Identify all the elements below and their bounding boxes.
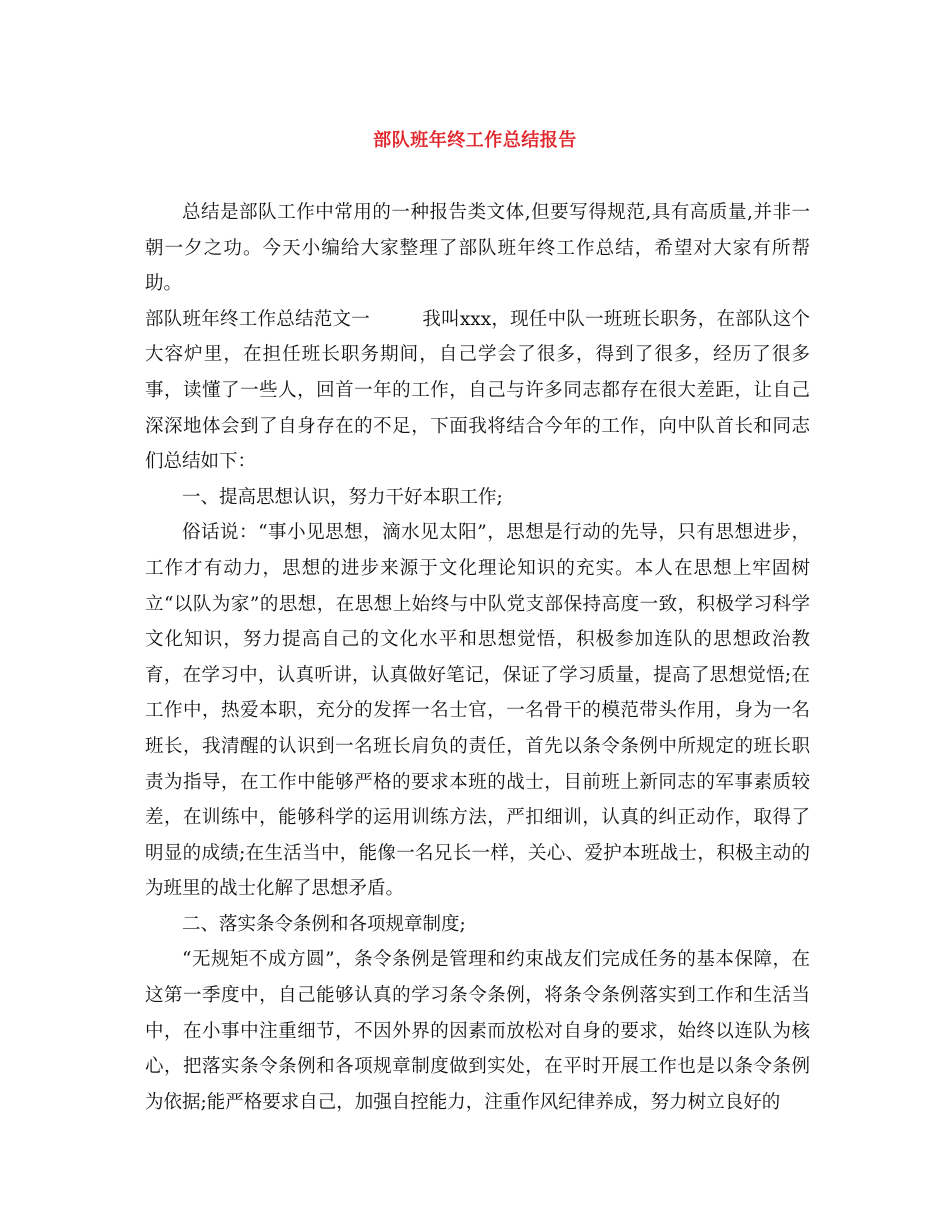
sample-heading: 部队班年终工作总结范文一 (145, 308, 371, 330)
document-title: 部队班年终工作总结报告 (373, 130, 577, 151)
section-paragraph-2: “无规矩不成方圆”，条令条例是管理和约束战友们完成任务的基本保障，在这第一季度中，自己能够认真的学习条令条例，将条令条例落实到工作和生活当中，在小事中注重细节，不因外界的因素而放松对自身的要求，始终以连队为核心，把落实条令条例和各项规章制度做到实处，在平时开展工作也是以条令条例为依据;能严格要求自己，加强自控能力，注重作风纪律养成，努力树立良好的 (145, 949, 810, 1113)
intro-paragraph (145, 195, 810, 302)
sample-heading-paragraph (145, 302, 810, 480)
section-paragraph-1: 俗话说：“事小见思想，滴水见太阳”，思想是行动的先导，只有思想进步，工作才有动力，思想的进步来源于文化理论知识的充实。本人在思想上牢固树立“以队为家”的思想，在思想上始终与中队党支部保持高度一致，积极学习科学文化知识，努力提高自己的文化水平和思想觉悟，积极参加连队的思想政治教育，在学习中，认真听讲，认真做好笔记，保证了学习质量，提高了思想觉悟;在工作中，热爱本职，充分的发挥一名士官，一名骨干的模范带头作用，身为一名班长，我清醒的认识到一名班长肩负的责任，首先以条令条例中所规定的班长职责为指导，在工作中能够严格的要求本班的战士，目前班上新同志的军事素质较差，在训练中，能够科学的运用训练方法，严扣细训，认真的纠正动作，取得了明显的成绩;在生活当中，能像一名兄长一样，关心、爱护本班战士，积极主动的为班里的战士化解了思想矛盾。 (145, 522, 810, 900)
section-heading-2: 二、落实条令条例和各项规章制度; (182, 913, 466, 935)
section-heading-1: 一、提高思想认识，努力干好本职工作; (182, 486, 503, 508)
self-intro-text: 我叫xxx，现任中队一班班长职务，在部队这个大容炉里，在担任班长职务期间，自己学会了很多，得到了很多，经历了很多事，读懂了一些人，回首一年的工作，自己与许多同志都存在很大差距，让自己深深地体会到了自身存在的不足，下面我将结合今年的工作，向中队首长和同志们总结如下： (145, 308, 810, 473)
document-body (145, 195, 810, 1120)
intro-text: 总结是部队工作中常用的一种报告类文体,但要写得规范,具有高质量,并非一朝一夕之功。今天小编给大家整理了部队班年终工作总结，希望对大家有所帮助。 (145, 202, 810, 295)
